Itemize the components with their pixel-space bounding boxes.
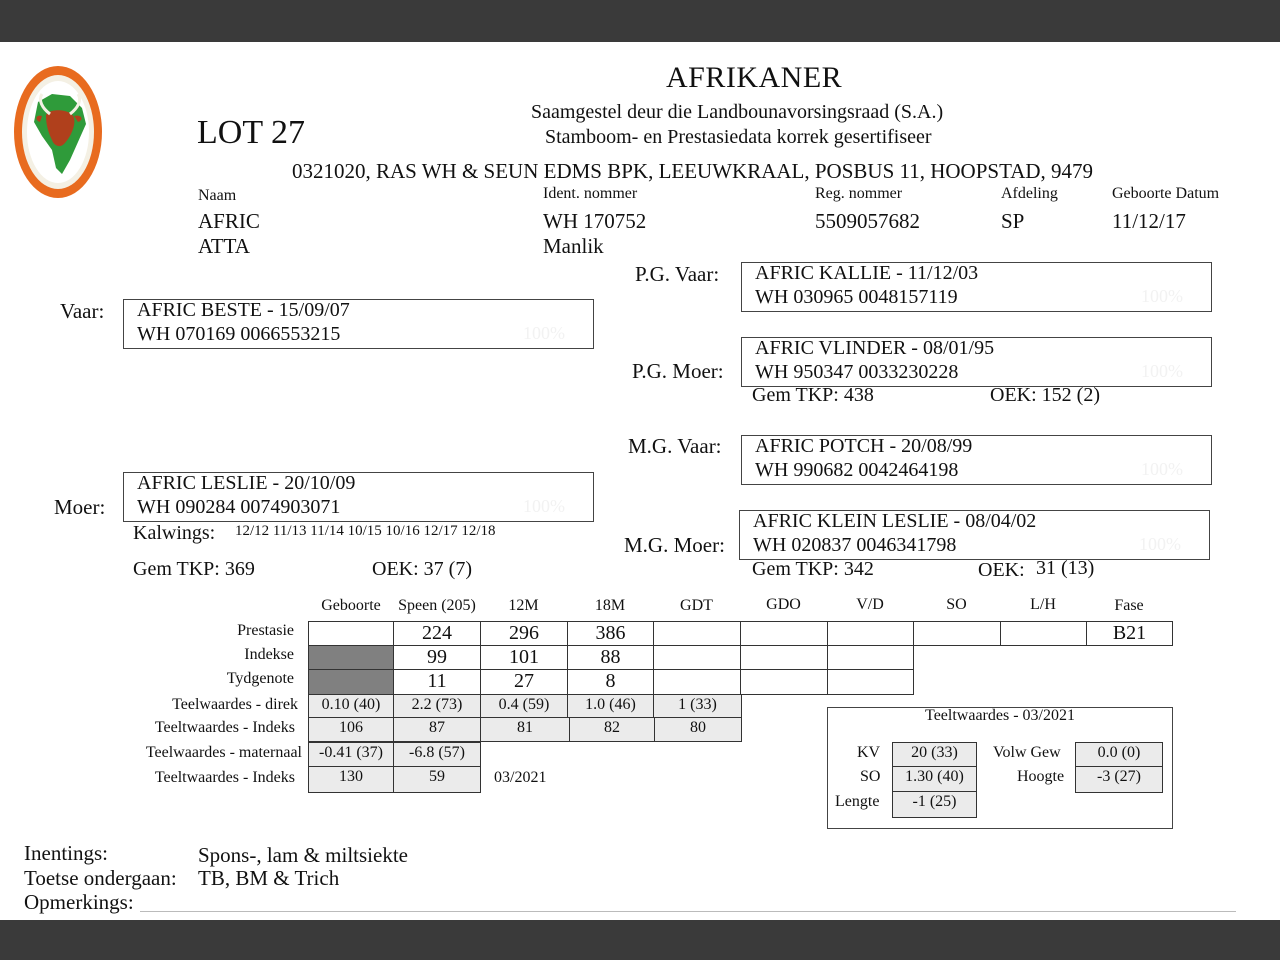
mg-oek-label: OEK: [978,559,1025,581]
col-vd: V/D [856,596,884,613]
dam-oek: OEK: 37 (7) [372,558,472,580]
pg-vaar-label: P.G. Vaar: [635,262,720,286]
birth-date: 11/12/17 [1112,209,1186,233]
footer-rule [140,911,1236,912]
kalwings-dates: 12/12 11/13 11/14 10/15 10/16 12/17 12/18 [235,523,496,539]
pg-sire-box [741,262,1212,312]
prestasie-gdt [653,621,741,646]
prestasie-lh [1000,621,1087,646]
inentings-label: Inentings: [24,841,108,865]
mg-sire-box [741,435,1212,485]
tw-indeks2-geboorte: 130 [308,766,394,793]
toetse-label: Toetse ondergaan: [24,866,177,890]
volw-gew-value: 0.0 (0) [1075,742,1163,767]
tydgenote-geboorte [308,669,394,695]
mg-moer-label: M.G. Moer: [624,533,725,557]
naam-label: Naam [198,187,237,204]
prestasie-18m: 386 [567,621,654,646]
tydgenote-12m: 27 [480,669,568,695]
certification-note: Stamboom- en Prestasiedata korrek gesertifiseer [545,126,932,148]
lot-number: LOT 27 [197,114,305,151]
pg-sire-percentage: 100% [1141,286,1183,306]
row-label-indekse: Indekse [244,646,294,663]
tw-direk-geboorte: 0.10 (40) [308,694,394,718]
reg-label: Reg. nommer [815,185,903,202]
tw-indeks-speen: 87 [393,717,481,742]
pg-dam-ids: WH 950347 0033230228 [755,361,959,383]
indekse-gdo [740,645,828,670]
sire-ids: WH 070169 0066553215 [137,323,341,345]
mg-sire-name: AFRIC POTCH - 20/08/99 [755,435,973,457]
hoogte-value: -3 (27) [1075,766,1163,793]
inentings-value: Spons-, lam & miltsiekte [198,843,408,867]
animal-name-line2: ATTA [198,234,250,258]
tw-indeks-gdt: 80 [654,717,742,742]
afdeling-label: Afdeling [1001,185,1058,202]
tw-direk-18m: 1.0 (46) [567,694,654,718]
col-speen: Speen (205) [398,597,476,614]
volw-gew-label: Volw Gew [993,744,1061,761]
animal-name-line1: AFRIC [198,209,260,233]
tw-indeks-12m: 81 [480,717,570,742]
col-so: SO [946,596,967,613]
dam-box [123,472,594,522]
sex: Manlik [543,234,604,258]
breeding-values-title: Teeltwaardes - 03/2021 [925,707,1075,724]
toetse-value: TB, BM & Trich [198,866,340,890]
kv-value: 20 (33) [892,742,977,767]
prestasie-vd [827,621,914,646]
opmerkings-label: Opmerkings: [24,890,134,914]
prestasie-12m: 296 [480,621,568,646]
mg-dam-name: AFRIC KLEIN LESLIE - 08/04/02 [753,510,1037,532]
indekse-geboorte [308,645,394,670]
indekse-gdt [653,645,741,670]
mg-gem-tkp: Gem TKP: 342 [752,558,874,580]
pg-oek: OEK: 152 (2) [990,384,1100,406]
moer-label: Moer: [54,495,106,519]
col-gdt: GDT [680,597,713,614]
row-label-tydgenote: Tydgenote [226,670,294,687]
col-geboorte: Geboorte [321,597,381,614]
tw-maternaal-geboorte: -0.41 (37) [308,742,394,767]
tw-direk-speen: 2.2 (73) [393,694,481,718]
pg-moer-label: P.G. Moer: [632,359,724,383]
lengte-value: -1 (25) [892,791,977,818]
tydgenote-gdo [740,669,828,695]
col-fase: Fase [1114,597,1144,614]
sire-percentage: 100% [523,323,565,343]
prestasie-gdo [740,621,828,646]
tw-maternaal-speen: -6.8 (57) [393,742,481,767]
ident-label: Ident. nommer [543,185,638,202]
afdeling: SP [1001,209,1025,233]
tw-indeks-geboorte: 106 [308,717,394,742]
col-lh: L/H [1030,596,1056,613]
dam-ids: WH 090284 0074903071 [137,496,341,518]
kalwings-label: Kalwings: [133,522,216,544]
row-label-prestasie: Prestasie [237,622,294,639]
prestasie-geboorte [308,621,394,646]
tw-direk-gdt: 1 (33) [653,694,742,718]
mg-sire-ids: WH 990682 0042464198 [755,459,959,481]
sire-name: AFRIC BESTE - 15/09/07 [137,299,350,321]
tydgenote-vd [827,669,914,695]
pg-dam-percentage: 100% [1141,361,1183,381]
tw-direk-12m: 0.4 (59) [480,694,568,718]
mg-vaar-label: M.G. Vaar: [628,434,722,458]
indekse-speen: 99 [393,645,481,670]
dam-percentage: 100% [523,496,565,516]
reg-number: 5509057682 [815,209,920,233]
tw-indeks2-speen: 59 [393,766,481,793]
tydgenote-18m: 8 [567,669,654,695]
tw-indeks-18m: 82 [569,717,655,742]
pg-sire-ids: WH 030965 0048157119 [755,286,958,308]
owner-address: 0321020, RAS WH & SEUN EDMS BPK, LEEUWKRAAL, POSBUS 11, HOOPSTAD, 9479 [292,159,1094,183]
mg-dam-box [739,510,1210,560]
birth-date-label: Geboorte Datum [1112,185,1220,202]
pg-gem-tkp: Gem TKP: 438 [752,384,874,406]
pg-sire-name: AFRIC KALLIE - 11/12/03 [755,262,979,284]
prestasie-fase: B21 [1086,621,1173,646]
performance-date: 03/2021 [494,769,547,786]
prestasie-speen: 224 [393,621,481,646]
dam-gem-tkp: Gem TKP: 369 [133,558,255,580]
compiled-by: Saamgestel deur die Landbounavorsingsraad (S.A.) [531,101,944,123]
tydgenote-speen: 11 [393,669,481,695]
sire-box [123,299,594,349]
row-label-tw-indeks: Teeltwaardes - Indeks [154,719,295,736]
top-bar [0,0,1280,42]
col-18m: 18M [594,597,626,614]
bottom-bar [0,920,1280,960]
col-12m: 12M [508,597,539,614]
indekse-vd [827,645,914,670]
pg-dam-name: AFRIC VLINDER - 08/01/95 [755,337,995,359]
lengte-label: Lengte [835,793,880,810]
mg-sire-percentage: 100% [1141,459,1183,479]
mg-oek-value: 31 (13) [1036,557,1095,579]
hoogte-label: Hoogte [1017,768,1065,785]
kv-label: KV [857,744,881,761]
so-value: 1.30 (40) [892,766,977,792]
tydgenote-gdt [653,669,741,695]
mg-dam-ids: WH 020837 0046341798 [753,534,957,556]
prestasie-so [913,621,1001,646]
mg-dam-percentage: 100% [1139,534,1181,554]
col-gdo: GDO [766,596,801,613]
indekse-18m: 88 [567,645,654,670]
row-label-tw-direk: Teelwaardes - direk [172,696,298,713]
vaar-label: Vaar: [60,299,105,323]
breed-title: AFRIKANER [666,61,843,94]
ident-number: WH 170752 [543,209,647,233]
indekse-12m: 101 [480,645,568,670]
dam-name: AFRIC LESLIE - 20/10/09 [137,472,356,494]
so-label: SO [860,768,881,785]
pg-dam-box [741,337,1212,387]
row-label-tw-indeks2: Teeltwaardes - Indeks [154,769,295,786]
breed-society-logo [12,64,104,200]
row-label-tw-maternaal: Teelwaardes - maternaal [145,744,302,761]
